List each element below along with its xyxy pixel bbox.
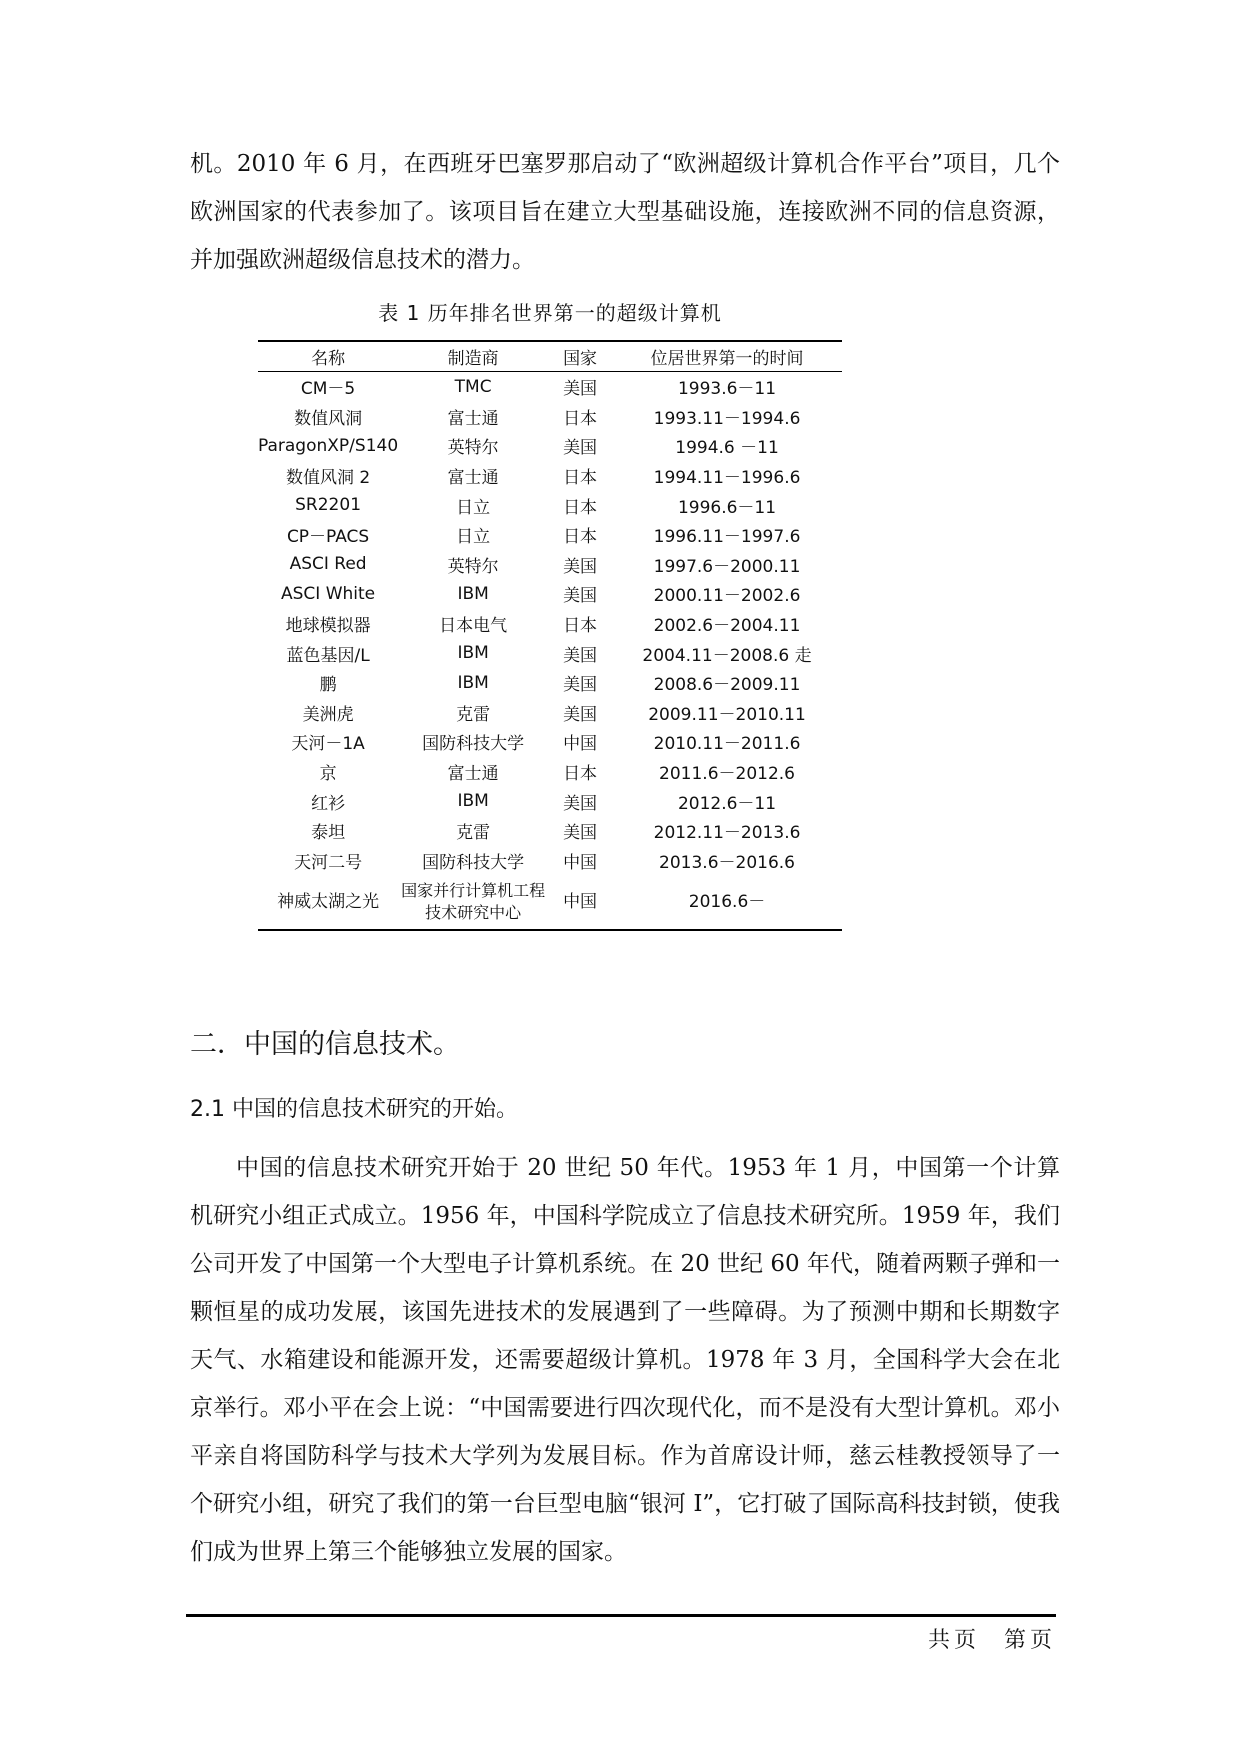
cell-period: 1994.11－1996.6 [653,468,801,489]
cell-period: 1997.6－2000.11 [653,556,801,577]
subsection-heading: 2.1 中国的信息技术研究的开始。 [190,1097,518,1122]
cell-manufacturer: TMC [454,376,492,397]
cell-period: 2008.6－2009.11 [653,675,801,696]
cell-country: 日本 [563,468,598,489]
cell-manufacturer: 克雷 [456,704,491,725]
supercomputer-table [258,340,842,931]
cell-period: 2012.11－2013.6 [653,823,801,844]
cell-manufacturer: 国家并行计算机工程技术研究中心 [398,875,548,930]
cell-name: 数值风洞 [294,408,363,429]
cell-name: 神威太湖之光 [258,875,398,930]
cell-period: 2012.6－11 [677,793,777,814]
cell-period: 2000.11－2002.6 [653,586,801,607]
cell-manufacturer: 富士通 [447,408,499,429]
page-number-label: 第页 [1003,1628,1056,1653]
table-row [258,786,842,816]
cell-period: 1993.6－11 [677,379,777,400]
cell-manufacturer: 日本电气 [439,616,508,637]
table-header-row [258,341,842,372]
table-row [258,668,842,698]
cell-period: 2002.6－2004.11 [653,616,801,637]
cell-name: 京 [319,764,337,785]
cell-country: 日本 [563,616,598,637]
cell-name: SR2201 [295,495,362,516]
cell-name: 泰坦 [311,823,346,844]
cell-country: 美国 [563,556,598,577]
table-row [258,402,842,432]
header-manufacturer: 制造商 [398,341,548,372]
cell-country: 中国 [563,734,598,755]
cell-period: 1996.11－1997.6 [653,527,801,548]
table-row [258,372,842,402]
cell-country: 美国 [563,438,598,459]
total-pages-label: 共页 [927,1628,980,1653]
cell-name: 红衫 [311,793,346,814]
table-row [258,698,842,728]
cell-name: 天河－1A [291,734,365,755]
cell-country: 美国 [563,793,598,814]
table-row [258,638,842,668]
cell-manufacturer: 富士通 [447,468,499,489]
cell-period: 1996.6－11 [677,497,777,518]
cell-period: 1994.6 －11 [675,438,779,459]
table-row [258,609,842,639]
body-paragraph: 中国的信息技术研究开始于 20 世纪 50 年代。1953 年 1 月，中国第一个计算机研究小组正式成立。1956 年，中国科学院成立了信息技术研究所。1959 年，我们公司开发了中国第一个大型电子计算机系统。在 20 世纪 60 年代，随着两颗子弹和一颗恒星的成功发展，该国先进技术的发展遇到了一些障碍。为了预测中期和长期数字天气、水箱建设和能源开发，还需要超级计算机。1978 年 3 月，全国科学大会在北京举行。邓小平在会上说：“中国需要进行四次现代化，而不是没有大型计算机。邓小平亲自将国防科学与技术大学列为发展目标。作为首席设计师，慈云桂教授领导了一个研究小组，研究了我们的第一台巨型电脑“银河 I”，它打破了国际高科技封锁，使我们成为世界上第三个能够独立发展的国家。 [190,1155,1060,1565]
cell-country: 美国 [563,379,598,400]
section-heading: 二．中国的信息技术。 [190,1029,460,1060]
cell-country: 日本 [563,527,598,548]
table-row [258,550,842,580]
cell-name: ASCI White [281,583,376,604]
cell-country: 日本 [563,764,598,785]
cell-name: 天河二号 [294,852,363,873]
table-row [258,727,842,757]
cell-period: 2009.11－2010.11 [648,704,806,725]
cell-manufacturer: IBM [457,791,489,812]
cell-country: 日本 [563,497,598,518]
cell-country: 美国 [563,823,598,844]
cell-period: 1993.11－1994.6 [653,408,801,429]
cell-manufacturer: IBM [457,672,489,693]
table-body [258,372,842,931]
cell-manufacturer: 富士通 [447,764,499,785]
header-country: 国家 [548,341,612,372]
cell-manufacturer: 日立 [456,497,491,518]
cell-country: 中国 [563,852,598,873]
cell-period: 2013.6－2016.6 [659,852,795,873]
cell-period: 2016.6－ [612,875,842,930]
cell-country: 中国 [548,875,612,930]
cell-manufacturer: 英特尔 [447,556,499,577]
cell-period: 2011.6－2012.6 [659,764,795,785]
table-row [258,461,842,491]
cell-period: 2010.11－2011.6 [653,734,801,755]
cell-country: 美国 [563,586,598,607]
header-period: 位居世界第一的时间 [612,341,842,372]
cell-manufacturer: IBM [457,583,489,604]
table-row [258,579,842,609]
cell-country: 美国 [563,645,598,666]
table-row [258,431,842,461]
cell-country: 日本 [563,408,598,429]
header-name: 名称 [258,341,398,372]
cell-name: 美洲虎 [302,704,354,725]
cell-country: 美国 [563,704,598,725]
table-row [258,875,842,930]
cell-name: CP－PACS [286,527,370,548]
cell-name: ParagonXP/S140 [258,435,399,456]
cell-manufacturer: 克雷 [456,823,491,844]
cell-manufacturer: 英特尔 [447,438,499,459]
cell-manufacturer: 国防科技大学 [422,852,525,873]
table-row [258,816,842,846]
cell-name: ASCI Red [289,554,367,575]
table-row [258,846,842,876]
cell-name: 鹏 [319,675,337,696]
footer-rule [186,1614,1056,1617]
table-row [258,757,842,787]
cell-period: 2004.11－2008.6 走 [642,645,812,666]
intro-paragraph: 机。2010 年 6 月，在西班牙巴塞罗那启动了“欧洲超级计算机合作平台”项目，几个欧洲国家的代表参加了。该项目旨在建立大型基础设施，连接欧洲不同的信息资源，并加强欧洲超级信息技术的潜力。 [190,151,1060,273]
table-row [258,520,842,550]
table-row [258,490,842,520]
table-caption: 表 1 历年排名世界第一的超级计算机 [378,301,722,325]
cell-country: 美国 [563,675,598,696]
cell-manufacturer: 国防科技大学 [422,734,525,755]
cell-name: 数值风洞 2 [285,468,371,489]
cell-name: CM－5 [300,379,356,400]
cell-manufacturer: IBM [457,643,489,664]
cell-name: 地球模拟器 [285,616,371,637]
cell-name: 蓝色基因/L [286,645,370,666]
cell-manufacturer: 日立 [456,527,491,548]
page-footer [928,1623,1056,1654]
